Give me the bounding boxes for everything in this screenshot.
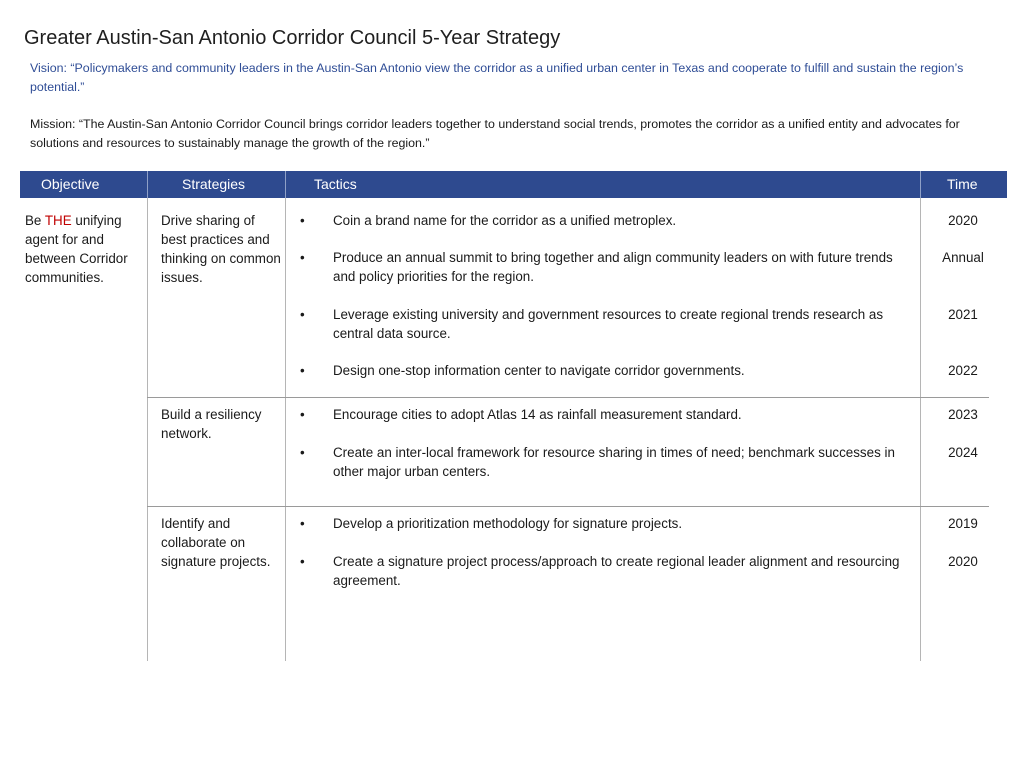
strategy-cell: Drive sharing of best practices and thinking on common issues. [161, 213, 281, 285]
bullet: • [300, 213, 305, 228]
bullet: • [300, 250, 305, 265]
tactic-time: Annual [942, 250, 984, 265]
bullet: • [300, 363, 305, 378]
objective-cell [25, 211, 145, 287]
objective-prefix: Be [25, 213, 45, 228]
header-objective: Objective [41, 176, 100, 192]
tactic-text: Design one-stop information center to navigate corridor governments. [333, 363, 745, 378]
tactic-time: 2020 [948, 213, 978, 228]
tactic-time: 2023 [948, 407, 978, 422]
tactic-time: 2019 [948, 516, 978, 531]
tactic-time: 2020 [948, 554, 978, 569]
vision-statement: Vision: “Policymakers and community leaders in the Austin-San Antonio view the corridor as a unified urban center in Texas and cooperate to fulfill and sustain the region’s potential.” [30, 61, 964, 94]
strategy-cell: Build a resiliency network. [161, 407, 262, 441]
tactic-text: Coin a brand name for the corridor as a unified metroplex. [333, 213, 677, 228]
tactic-text: Encourage cities to adopt Atlas 14 as rainfall measurement standard. [333, 407, 742, 422]
tactic-time: 2022 [948, 363, 978, 378]
tactic-text: Create a signature project process/approach to create regional leader alignment and resourcing agreement. [333, 554, 900, 588]
row-divider [147, 506, 989, 507]
row-divider [147, 397, 989, 398]
tactic-time: 2024 [948, 445, 978, 460]
column-divider [285, 198, 286, 661]
page-title: Greater Austin-San Antonio Corridor Council 5-Year Strategy [24, 27, 561, 49]
objective-highlight: THE [44, 213, 72, 228]
tactic-text: Develop a prioritization methodology for signature projects. [333, 516, 683, 531]
bullet: • [300, 307, 305, 322]
objective-suffix: unifying agent for and between Corridor communities. [25, 213, 128, 285]
header-divider [285, 171, 286, 198]
tactic-text: Leverage existing university and government resources to create regional trends research as central data source. [333, 307, 884, 341]
tactic-text: Create an inter-local framework for resource sharing in times of need; benchmark successes in other major urban centers. [333, 445, 895, 479]
bullet: • [300, 407, 305, 422]
bullet: • [300, 554, 305, 569]
column-divider [920, 198, 921, 661]
tactic-time: 2021 [948, 307, 978, 322]
header-time: Time [947, 176, 978, 192]
tactic-text: Produce an annual summit to bring together and align community leaders on with future trends and policy priorities for the region. [333, 250, 893, 284]
bullet: • [300, 516, 305, 531]
header-divider [920, 171, 921, 198]
header-divider [147, 171, 148, 198]
mission-statement: Mission: “The Austin-San Antonio Corridor Council brings corridor leaders together to understand social trends, promotes the corridor as a unified entity and advocates for solutions and resources to sustainably manage the growth of the region.” [30, 117, 960, 150]
bullet: • [300, 445, 305, 460]
column-divider [147, 198, 148, 661]
header-strategies: Strategies [182, 176, 246, 192]
header-tactics: Tactics [314, 176, 357, 192]
table-header [20, 171, 1007, 198]
strategy-cell: Identify and collaborate on signature projects. [161, 516, 271, 569]
